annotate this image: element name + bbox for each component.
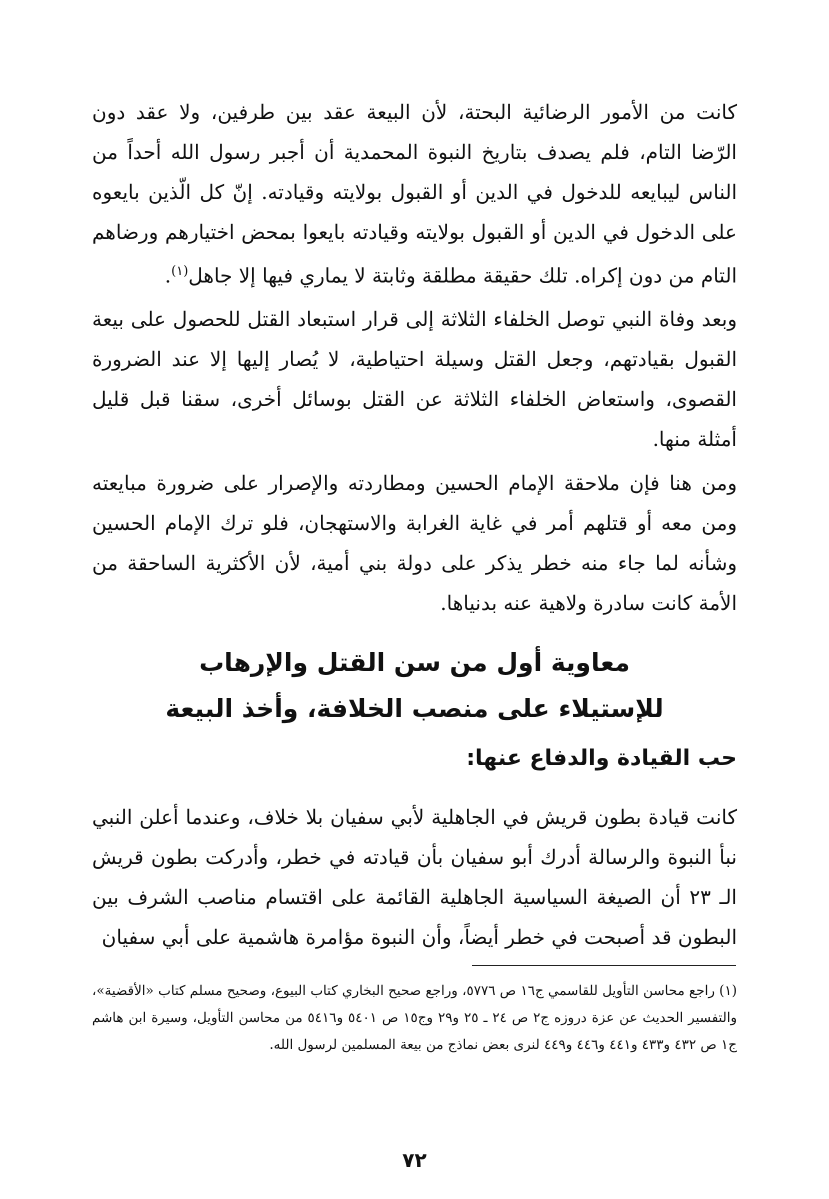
subsection-heading: حب القيادة والدفاع عنها: [466, 746, 737, 771]
body-paragraph-1: كانت من الأمور الرضائية البحتة، لأن البيعة عقد بين طرفين، ولا عقد دون الرّضا التام، فلم يصدف بتاريخ النبوة المحمدية أن أجبر رسول الله أحداً من الناس ليبايعه للدخول في الدين أو القبول بولايته وقيادته. إنّ كل الّذين بايعوه على الدخول في الدين أو القبول بولايته وقيادته بايعوا بمحض اختيارهم ورضاهم التام من دون إكراه. تلك حقيقة مطلقة وثابتة لا يماري فيها إلا جاهل$^{(١)}$. [92, 100, 737, 288]
body-paragraph-3: ومن هنا فإن ملاحقة الإمام الحسين ومطاردته والإصرار على ضرورة مبايعته ومن معه أو قتلهم أمر في غاية الغرابة والاستهجان، فلو ترك الإمام الحسين وشأنه لما جاء منه خطر يذكر على دولة بني أمية، لأن الأكثرية الساحقة من الأمة كانت سادرة ولاهية عنه بدنياها. [92, 471, 737, 615]
footnote-divider [472, 965, 736, 966]
footnote-reference: (١) [171, 264, 189, 279]
page-number: ٧٢ [402, 1148, 427, 1172]
paragraph-1-text: كانت من الأمور الرضائية البحتة، لأن البيعة عقد بين طرفين، ولا عقد دون الرّضا التام، فلم يصدف بتاريخ النبوة المحمدية أن أجبر رسول الله أحداً من الناس ليبايعه للدخول في الدين أو القبول بولايته وقيادته. إنّ كل الّذين بايعوه على الدخول في الدين أو القبول بولايته وقيادته بايعوا بمحض اختيارهم ورضاهم التام من دون إكراه. تلك حقيقة مطلقة وثابتة لا يماري فيها إلا جاهل [92, 100, 737, 288]
body-paragraph-4: كانت قيادة بطون قريش في الجاهلية لأبي سفيان بلا خلاف، وعندما أعلن النبي نبأ النبوة والرسالة أدرك أبو سفيان بأن قيادته في خطر، وأدركت بطون قريش الـ ٢٣ أن الصيغة السياسية الجاهلية القائمة على اقتسام مناصب الشرف بين البطون قد أصبحت في خطر أيضاً، وأن النبوة مؤامرة هاشمية على أبي سفيان [92, 805, 737, 949]
body-paragraph-2: وبعد وفاة النبي توصل الخلفاء الثلاثة إلى قرار استبعاد القتل للحصول على بيعة القبول بقيادتهم، وجعل القتل وسيلة احتياطية، لا يُصار إليها إلا عند الضرورة القصوى، واستعاض الخلفاء الثلاثة عن القتل بوسائل أخرى، سقنا قبل قليل أمثلة منها. [92, 307, 737, 451]
footnote: (١) راجع محاسن التأويل للقاسمي ج١٦ ص ٥٧٧٦، وراجع صحيح البخاري كتاب البيوع، وصحيح مسلم كتاب «الأقضية»، والتفسير الحديث عن عزة دروزه ج٢ ص ٢٤ ـ ٢٥ و٢٩ وج١٥ ص ٥٤٠١ و٥٤١٦ من محاسن التأويل، وسيرة ابن هاشم ج١ ص ٤٣٢ و٤٣٣ و٤٤١ و٤٤٦ و٤٤٩ لنرى بعض نماذج من بيعة المسلمين لرسول الله. [92, 983, 737, 1053]
section-title-line-2: للإستيلاء على منصب الخلافة، وأخذ البيعة [165, 694, 664, 723]
section-title-line-1: معاوية أول من سن القتل والإرهاب [199, 648, 630, 677]
